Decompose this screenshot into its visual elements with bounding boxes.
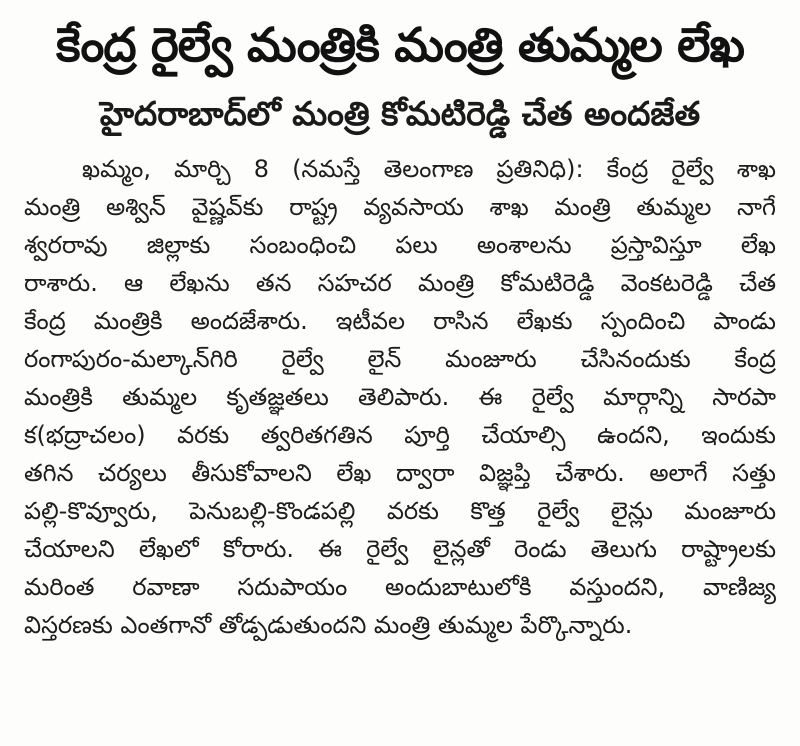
article-line: క(భద్రాచలం) వరకు త్వరితగతిన పూర్తి చేయాల్సి ఉందని, ఇందుకు: [24, 421, 776, 449]
article-line: పల్లి-కొవ్వూరు, పెనుబల్లి-కొండపల్లి వరకు కొత్త రైల్వే లైన్లు మంజూరు: [24, 497, 776, 525]
cropped-next-article-fragment: [175, 735, 615, 746]
article-line: మంత్రి అశ్విన్ వైష్ణవ్‌కు రాష్ట్ర వ్యవసాయ శాఖ మంత్రి తుమ్మల నాగే: [24, 193, 776, 221]
article-line: విస్తరణకు ఎంతగానో తోడ్పడుతుందని మంత్రి తుమ్మల పేర్కొన్నారు.: [24, 611, 633, 639]
article-line: కేంద్ర మంత్రికి అందజేశారు. ఇటీవల రాసిన లేఖకు స్పందించి పాండు: [24, 307, 776, 335]
article-line: రాశారు. ఆ లేఖను తన సహచర మంత్రి కోమటిరెడ్డి వెంకటరెడ్డి చేత: [24, 269, 776, 297]
subheadline: హైదరాబాద్‌లో మంత్రి కోమటిరెడ్డి చేత అందజేత: [99, 94, 701, 133]
article-line: ఖమ్మం, మార్చి 8 (నమస్తే తెలంగాణ ప్రతినిధి): కేంద్ర రైల్వే శాఖ: [82, 155, 776, 183]
article-line: శ్వరరావు జిల్లాకు సంబంధించి పలు అంశాలను ప్రస్తావిస్తూ లేఖ: [24, 231, 776, 259]
article-line: మంత్రికి తుమ్మల కృతజ్ఞతలు తెలిపారు. ఈ రైల్వే మార్గాన్ని సారపా: [24, 383, 776, 411]
headline: కేంద్ర రైల్వే మంత్రికి మంత్రి తుమ్మల లేఖ: [56, 18, 744, 73]
article-line: రంగాపురం-మల్కాన్‌గిరి రైల్వే లైన్ మంజూరు చేసినందుకు కేంద్ర: [24, 345, 776, 373]
article-body: [24, 150, 776, 644]
article-line: మరింత రవాణా సదుపాయం అందుబాటులోకి వస్తుందని, వాణిజ్య: [24, 573, 776, 601]
article-line: తగిన చర్యలు తీసుకోవాలని లేఖ ద్వారా విజ్ఞప్తి చేశారు. అలాగే సత్తు: [24, 459, 776, 487]
article-line: చేయాలని లేఖలో కోరారు. ఈ రైల్వే లైన్లతో రెండు తెలుగు రాష్ట్రాలకు: [24, 535, 776, 563]
